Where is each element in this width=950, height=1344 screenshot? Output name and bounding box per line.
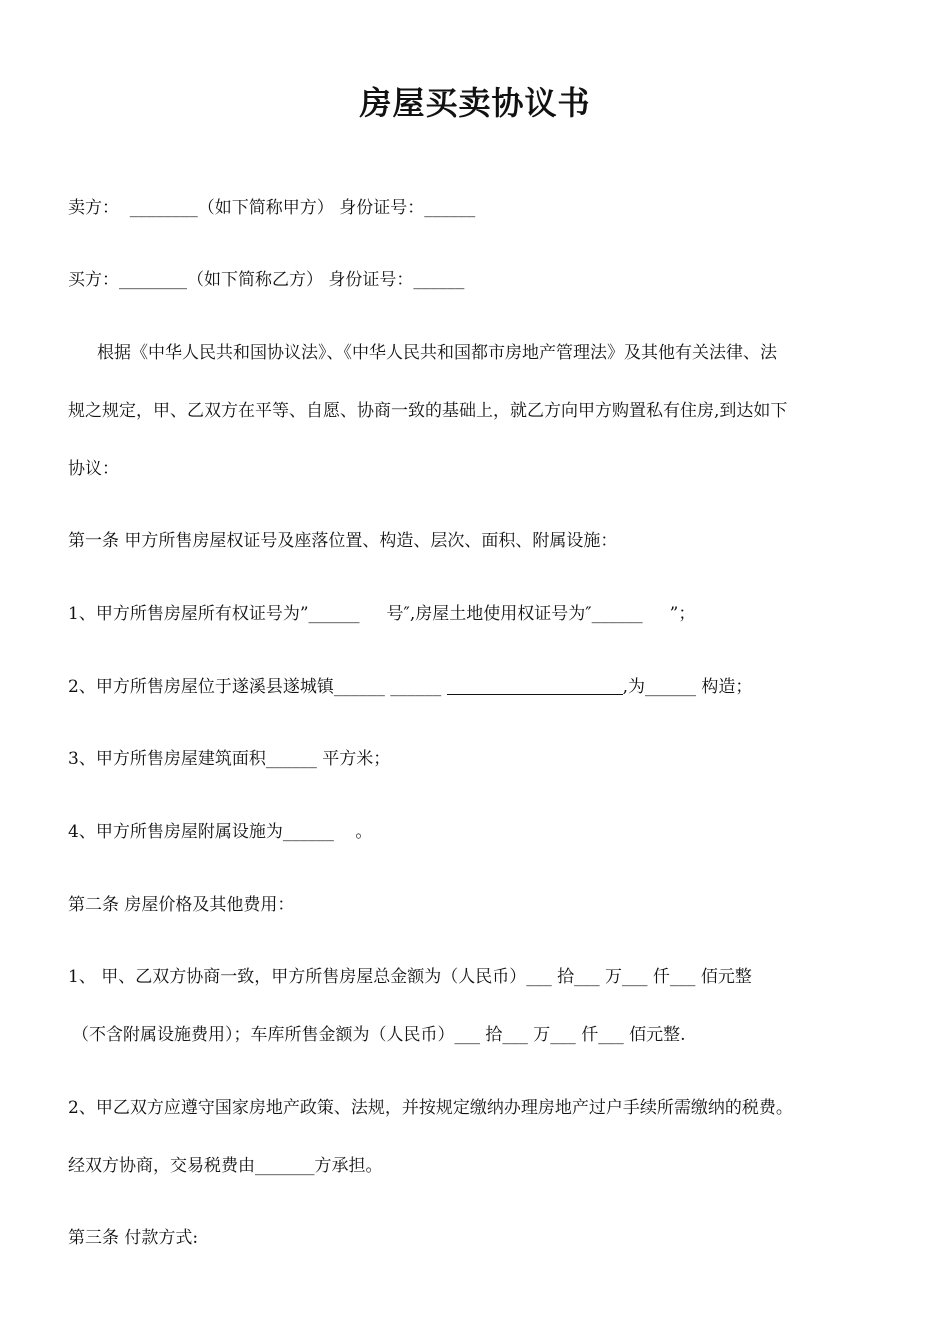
article1-item2-after: ,为______ 构造； bbox=[622, 677, 753, 697]
article1-item3: 3、甲方所售房屋建筑面积______ 平方米； bbox=[68, 749, 391, 769]
preamble-line-2: 规之规定，甲、乙双方在平等、自愿、协商一致的基础上，就乙方向甲方购置私有住房,到达如下 bbox=[68, 401, 788, 421]
seller-line: 卖方： ________（如下简称甲方） 身份证号：______ bbox=[68, 198, 476, 218]
article1-item1: 1、甲方所售房屋所有权证号为”______ 号″,房屋土地使用权证号为″______ ”； bbox=[68, 604, 696, 624]
article2-item2-line2: 经双方协商，交易税费由_______方承担。 bbox=[68, 1156, 383, 1176]
preamble-line-3: 协议： bbox=[68, 459, 119, 479]
article2-item2-line1: 2、甲乙双方应遵守国家房地产政策、法规，并按规定缴纳办理房地产过户手续所需缴纳的税费。 bbox=[68, 1098, 793, 1118]
article1-item2 bbox=[68, 675, 752, 699]
article1-item4: 4、甲方所售房屋附属设施为______ 。 bbox=[68, 822, 373, 842]
article2-heading: 第二条 房屋价格及其他费用： bbox=[68, 895, 295, 915]
document-title: 房屋买卖协议书 bbox=[359, 84, 591, 122]
preamble-line-1: 根据《中华人民共和国协议法》、《中华人民共和国都市房地产管理法》及其他有关法律、法 bbox=[97, 343, 777, 363]
buyer-line: 买方：________（如下简称乙方） 身份证号：______ bbox=[68, 270, 465, 290]
article2-item1-line1: 1、 甲、乙双方协商一致，甲方所售房屋总金额为（人民币）___ 拾___ 万___ 仟___ 佰元整 bbox=[68, 967, 752, 987]
article1-heading: 第一条 甲方所售房屋权证号及座落位置、构造、层次、面积、附属设施： bbox=[68, 531, 618, 551]
article1-item2-before: 2、甲方所售房屋位于遂溪县遂城镇______ ______ bbox=[68, 677, 447, 697]
article3-heading: 第三条 付款方式: bbox=[68, 1228, 199, 1248]
article2-item1-line2: （不含附属设施费用）；车库所售金额为（人民币）___ 拾___ 万___ 仟___ 佰元整. bbox=[72, 1025, 686, 1045]
location-underline-blank bbox=[447, 676, 623, 695]
